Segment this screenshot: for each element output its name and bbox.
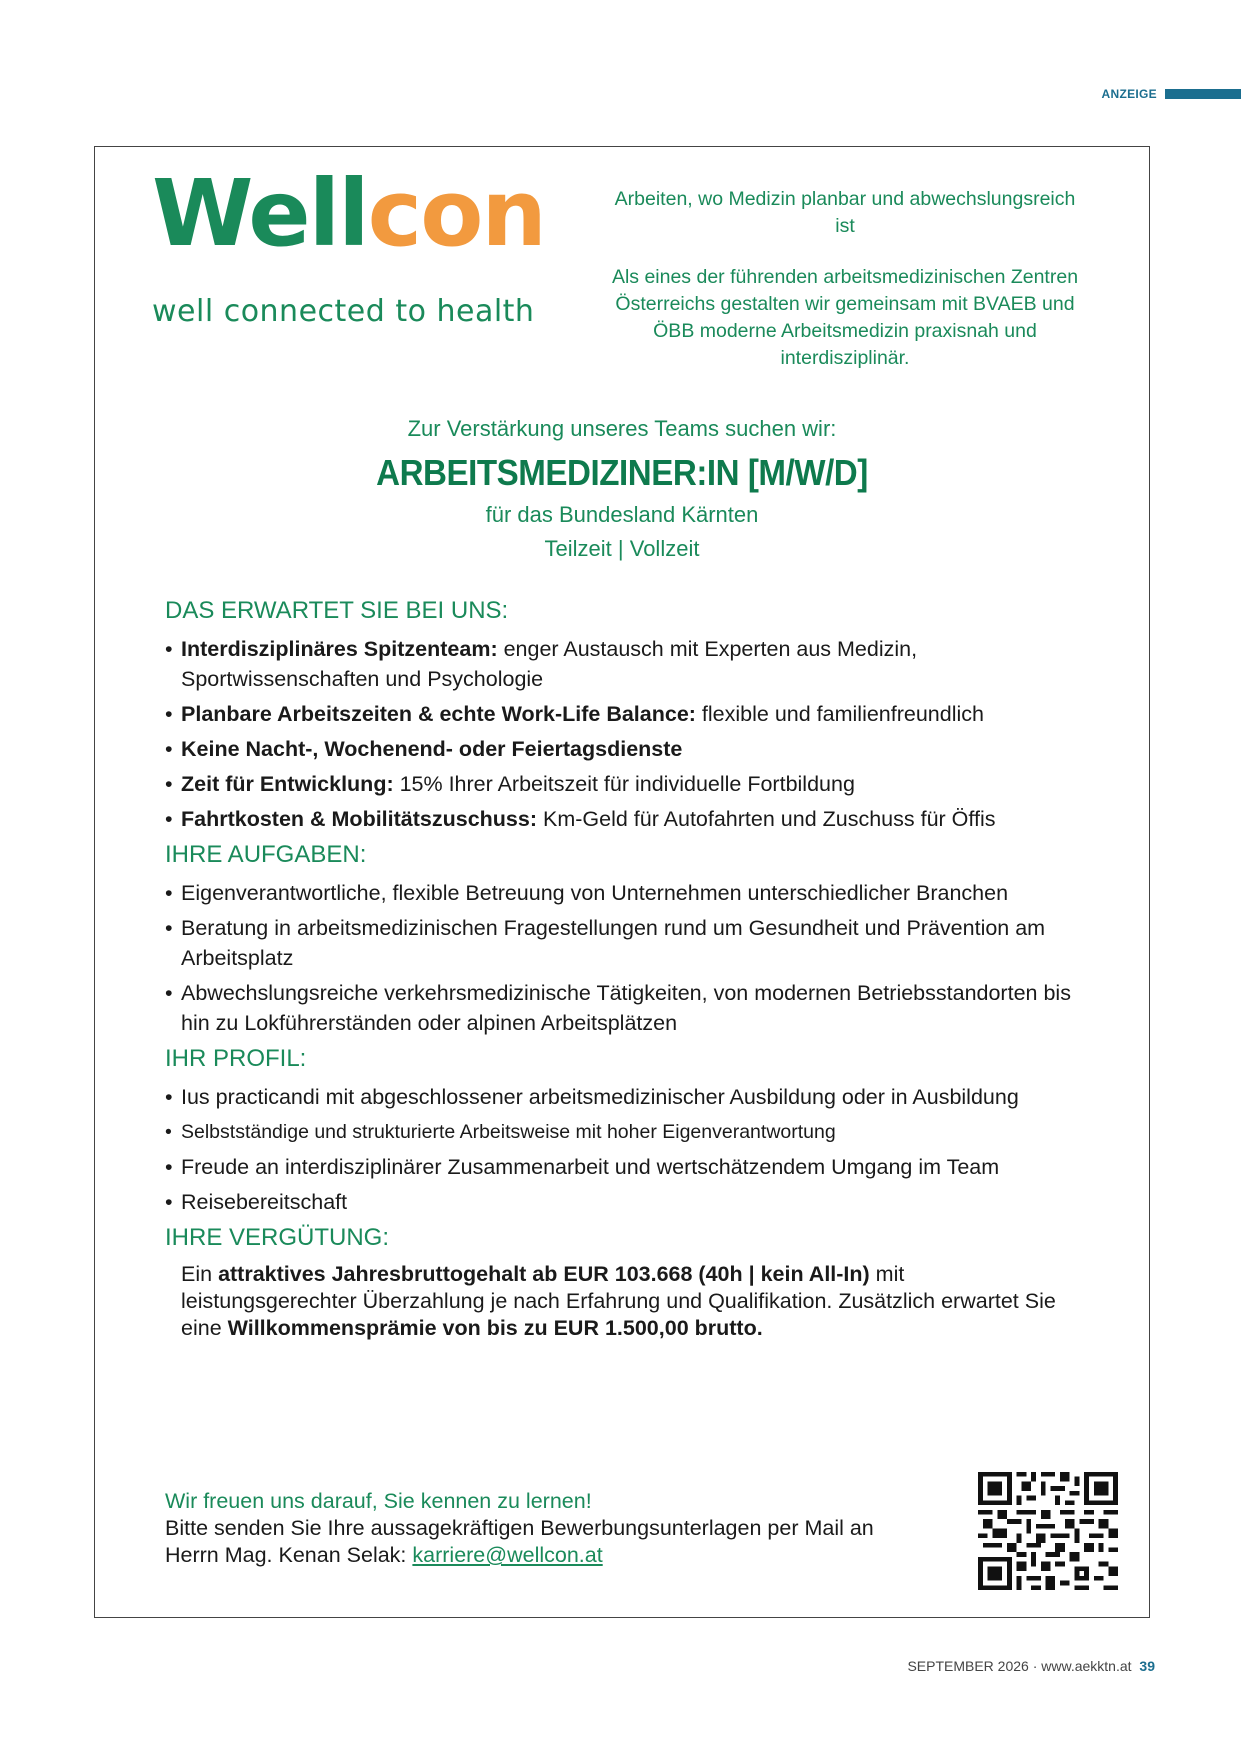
- item-bold: Planbare Arbeitszeiten & echte Work-Life Balance:: [181, 702, 696, 726]
- list-item: [165, 734, 1085, 764]
- wellcon-logo: [152, 160, 545, 329]
- job-region: für das Bundesland Kärnten: [485, 502, 759, 527]
- tasks-list: [165, 878, 1085, 1038]
- intro-text: [610, 186, 1080, 372]
- profile-list: [165, 1082, 1085, 1217]
- contact-name: Herrn Mag. Kenan Selak:: [165, 1543, 413, 1567]
- closing-line-2: [165, 1542, 874, 1569]
- footer-text: SEPTEMBER 2026 · www.aekktn.at: [907, 1658, 1132, 1674]
- intro-paragraph-1: Arbeiten, wo Medizin planbar und abwechslungsreich ist: [614, 188, 1076, 237]
- section-heading-expect: DAS ERWARTET SIE BEI UNS:: [165, 597, 509, 624]
- closing-block: [165, 1488, 874, 1569]
- anzeige-label: ANZEIGE: [1101, 87, 1157, 101]
- logo-word-part2: con: [367, 160, 545, 267]
- list-item: • Abwechslungsreiche verkehrsmedizinische Tätigkeiten, von modernen Betriebsstandorten bis hin zu Lokführerständen oder alpinen Arbeitsplätzen: [165, 978, 1085, 1038]
- anzeige-bar: [1165, 89, 1241, 99]
- job-worktime: Teilzeit | Vollzeit: [544, 536, 700, 561]
- logo-tagline: well connected to health: [152, 294, 535, 329]
- list-item: • Selbstständige und strukturierte Arbeitsweise mit hoher Eigenverantwortung: [165, 1117, 1085, 1147]
- list-item: [165, 634, 1085, 694]
- list-item: • Eigenverantwortliche, flexible Betreuung von Unternehmen unterschiedlicher Branchen: [165, 878, 1085, 908]
- item-text: flexible und familienfreundlich: [695, 702, 984, 726]
- job-content: [165, 596, 1085, 1342]
- list-item: [165, 804, 1085, 834]
- item-text: 15% Ihrer Arbeitszeit für individuelle Fortbildung: [393, 772, 855, 796]
- list-item: • Freude an interdisziplinärer Zusammenarbeit und wertschätzendem Umgang im Team: [165, 1152, 1085, 1182]
- pay-paragraph: [165, 1261, 1085, 1342]
- section-heading-pay: IHRE VERGÜTUNG:: [165, 1224, 390, 1251]
- closing-greeting: Wir freuen uns darauf, Sie kennen zu lernen!: [165, 1489, 592, 1513]
- section-heading-profile: IHR PROFIL:: [165, 1045, 307, 1072]
- pay-text-1: Ein: [181, 1262, 219, 1286]
- closing-line-1: Bitte senden Sie Ihre aussagekräftigen Bewerbungsunterlagen per Mail an: [165, 1516, 874, 1540]
- anzeige-marker: [1102, 88, 1241, 100]
- item-bold: Keine Nacht-, Wochenend- oder Feiertagsdienste: [181, 737, 683, 761]
- intro-paragraph-2: Als eines der führenden arbeitsmedizinischen Zentren Österreichs gestalten wir gemeinsam mit BVAEB und ÖBB moderne Arbeitsmedizin praxisnah und interdisziplinär.: [611, 266, 1079, 369]
- pay-bonus: Willkommensprämie von bis zu EUR 1.500,00 brutto.: [227, 1316, 763, 1340]
- section-heading-tasks: IHRE AUFGABEN:: [165, 841, 367, 868]
- email-link[interactable]: karriere@wellcon.at: [412, 1543, 603, 1567]
- item-text: enger Austausch mit Experten aus Medizin, Sportwissenschaften und Psychologie: [181, 637, 918, 691]
- item-bold: Fahrtkosten & Mobilitätszuschuss:: [181, 807, 537, 831]
- job-title: ARBEITSMEDIZINER:IN [M/W/D]: [376, 452, 868, 493]
- item-bold: Interdisziplinäres Spitzenteam:: [181, 637, 498, 661]
- job-lead: Zur Verstärkung unseres Teams suchen wir:: [407, 416, 837, 441]
- list-item: • Ius practicandi mit abgeschlossener arbeitsmedizinischer Ausbildung oder in Ausbildung: [165, 1082, 1085, 1112]
- logo-wordmark: [152, 160, 545, 267]
- page-footer: [907, 1658, 1155, 1674]
- page-number: 39: [1139, 1658, 1155, 1674]
- pay-text-2: mit leistungsgerechter Überzahlung je nach Erfahrung und Qualifikation. Zusätzlich erwartet Sie eine: [181, 1262, 1056, 1340]
- expect-list: [165, 634, 1085, 834]
- list-item: [165, 769, 1085, 799]
- list-item: [165, 699, 1085, 729]
- list-item: • Reisebereitschaft: [165, 1187, 1085, 1217]
- qr-code-icon[interactable]: [978, 1472, 1118, 1590]
- pay-salary: attraktives Jahresbruttogehalt ab EUR 103.668 (40h | kein All-In): [218, 1262, 870, 1286]
- item-text: Km-Geld für Autofahrten und Zuschuss für Öffis: [537, 807, 996, 831]
- list-item: • Beratung in arbeitsmedizinischen Fragestellungen rund um Gesundheit und Prävention am Arbeitsplatz: [165, 913, 1085, 973]
- item-bold: Zeit für Entwicklung:: [181, 772, 394, 796]
- logo-word-part1: Well: [152, 160, 368, 267]
